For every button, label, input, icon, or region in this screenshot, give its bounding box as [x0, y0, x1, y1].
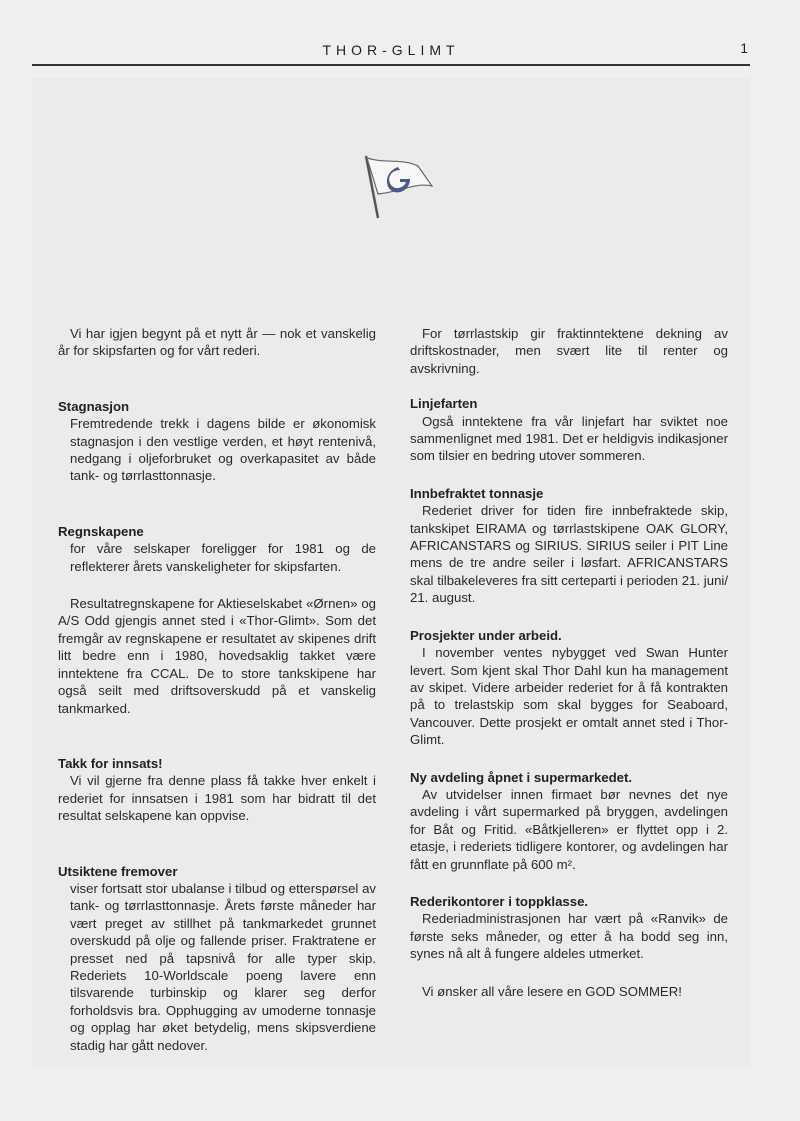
- section-text-prosjekter: I november ventes nybygget ved Swan Hunter levert. Som kjent skal Thor Dahl kun ha management av skipet. Videre arbeider rederiet for å få kontrakten på to trelastskip som skal bygges for Seaboard, Vancouver. Dette prosjekt er omtalt annet sted i Thor-Glimt.: [410, 645, 728, 748]
- right-column: [410, 325, 728, 1000]
- section-heading-stagnasjon: Stagnasjon: [58, 398, 130, 414]
- section-text-rederikontorer: Rederiadministrasjonen har vært på «Ranvik» de første seks måneder, og etter å ha bodd seg inn, synes nå alt å fungere aldeles utmerket.: [410, 911, 728, 962]
- section-text-utsiktene: viser fortsatt stor ubalanse i tilbud og etterspørsel av tank- og tørrlasttonnasje. Årets første måneder har vært preget av stillhet på tankmarkedet grunnet overskudd på olje og fallende priser. Fraktratene er presset ned på tapsnivå for alle typer skip. Rederiets 10-Worldscale poeng lavere enn tilsvarende turbinskip og klarer seg derfor forholdsvis bra. Opphugging av umoderne tonnasje og opplag har øket betydelig, mens skipsverdiene stadig har gått nedover.: [70, 880, 376, 1053]
- company-flag-logo-icon: [356, 152, 436, 222]
- section-text-resultat: Resultatregnskapene for Aktieselskabet «Ørnen» og A/S Odd gjengis annet sted i «Thor-Glimt». Som det fremgår av regnskapene er resultatet av skipenes drift litt bedre enn i 1980, hovedsaklig takket være inntektene fra CCAL. De to store tankskipene har også seilt med driftsoverskudd på et vanskelig tankmarked.: [58, 596, 376, 716]
- section-text-innbefraktet: Rederiet driver for tiden fire innbefraktede skip, tankskipet EIRAMA og tørrlastskipene OAK GLORY, AFRICANSTARS og SIRIUS. SIRIUS seiler i PIT Line mens de tre andre seiler i løsfart. AFRICANSTARS skal tilbakeleveres fra sitt certeparti i perioden 21. juni/ 21. august.: [410, 503, 728, 606]
- section-heading-linjefarten: Linjefarten: [410, 396, 478, 412]
- section-heading-ny-avdeling: Ny avdeling åpnet i supermarkedet.: [410, 769, 633, 785]
- page-number: 1: [740, 40, 748, 56]
- closing-greeting: Vi ønsker all våre lesere en GOD SOMMER!: [422, 983, 682, 999]
- section-text-linjefarten: Også inntektene fra vår linjefart har sviktet noe sammenlignet med 1981. Det er heldigvis indikasjoner som tilsier en bedring utover sommeren.: [410, 413, 728, 464]
- section-text-stagnasjon: Fremtredende trekk i dagens bilde er økonomisk stagnasjon i den vestlige verden, et høyt rentenivå, nedgang i oljeforbruket og overkapasitet av både tank- og tørrlasttonnasje.: [70, 416, 376, 484]
- section-heading-prosjekter: Prosjekter under arbeid.: [410, 627, 562, 643]
- section-text-takk: Vi vil gjerne fra denne plass få takke hver enkelt i rederiet for innsatsen i 1981 som har bidratt til det resultat selskapene kan oppvise.: [58, 773, 376, 824]
- section-text-ny-avdeling: Av utvidelser innen firmaet bør nevnes det nye avdeling i vårt supermarked på bryggen, avdelingen for Båt og Fritid. «Båtkjelleren» er flyttet opp i 2. etasje, i rederiets tidligere kontorer, og avdelingen har fått en grunnflate på 600 m².: [410, 786, 728, 872]
- magazine-title: THOR-GLIMT: [322, 42, 460, 58]
- intro-paragraph: Vi har igjen begynt på et nytt år — nok et vanskelig år for skipsfarten og for vårt rederi.: [58, 326, 376, 359]
- intro-paragraph-right: For tørrlastskip gir fraktinntektene dekning av driftskostnader, men svært lite til renter og avskrivning.: [410, 326, 728, 376]
- section-text-regnskapene: for våre selskaper foreligger for 1981 og de reflekterer årets vanskeligheter for skipsfarten.: [70, 541, 376, 574]
- section-heading-utsiktene: Utsiktene fremover: [58, 863, 178, 879]
- left-column: [58, 325, 376, 1054]
- section-heading-takk: Takk for innsats!: [58, 755, 163, 771]
- section-heading-regnskapene: Regnskapene: [58, 523, 144, 539]
- section-heading-innbefraktet: Innbefraktet tonnasje: [410, 485, 544, 501]
- page-header: [32, 36, 750, 66]
- section-heading-rederikontorer: Rederikontorer i toppklasse.: [410, 893, 589, 909]
